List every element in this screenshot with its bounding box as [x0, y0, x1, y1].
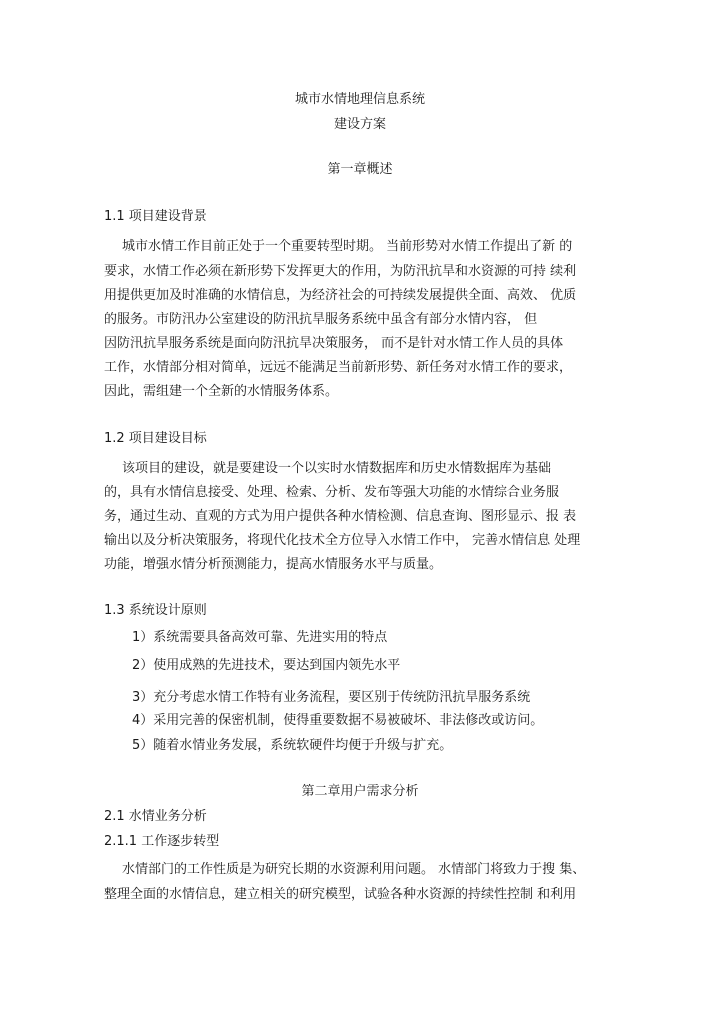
- paragraph-line: 因此，需组建一个全新的水情服务体系。: [104, 384, 339, 399]
- list-item: 3）充分考虑水情工作特有业务流程，要区别于传统防汛抗旱服务系统: [132, 690, 531, 705]
- paragraph-line: 务，通过生动、直观的方式为用户提供各种水情检测、信息查询、图形显示、报 表: [104, 509, 577, 524]
- section-2-1-1-heading: 2.1.1 工作逐步转型: [104, 834, 220, 849]
- list-item: 1）系统需要具备高效可靠、先进实用的特点: [132, 630, 388, 645]
- paragraph-line: 要求，水情工作必须在新形势下发挥更大的作用，为防汛抗旱和水资源的可持 续利: [104, 264, 577, 279]
- doc-subtitle: 建设方案: [333, 117, 386, 132]
- section-1-3-heading: 1.3 系统设计原则: [104, 603, 207, 618]
- paragraph-line: 输出以及分析决策服务，将现代化技术全方位导入水情工作中， 完善水情信息 处理: [104, 533, 581, 548]
- chapter-1-heading: 第一章概述: [327, 162, 393, 177]
- list-item: 4）采用完善的保密机制，使得重要数据不易被破坏、非法修改或访问。: [132, 713, 544, 728]
- paragraph-line: 用提供更加及时准确的水情信息，为经济社会的可持续发展提供全面、高效、 优质: [104, 288, 577, 303]
- paragraph-line: 该项目的建设，就是要建设一个以实时水情数据库和历史水情数据库为基础: [122, 461, 552, 476]
- doc-title: 城市水情地理信息系统: [294, 92, 425, 107]
- paragraph-line: 因防汛抗旱服务系统是面向防汛抗旱决策服务， 而不是针对水情工作人员的具体: [104, 336, 564, 351]
- section-1-1-heading: 1.1 项目建设背景: [104, 209, 207, 224]
- paragraph-line: 功能，增强水情分析预测能力，提高水情服务水平与质量。: [104, 557, 443, 572]
- paragraph-line: 整理全面的水情信息，建立相关的研究模型，试验各种水资源的持续性控制 和利用: [104, 887, 577, 902]
- paragraph-line: 城市水情工作目前正处于一个重要转型时期。 当前形势对水情工作提出了新 的: [122, 239, 573, 254]
- list-item: 2）使用成熟的先进技术，要达到国内领先水平: [132, 658, 401, 673]
- paragraph-line: 的，具有水情信息接受、处理、检索、分析、发布等强大功能的水情综合业务服: [104, 485, 560, 500]
- chapter-2-heading: 第二章用户需求分析: [301, 784, 419, 799]
- paragraph-line: 的服务。市防汛办公室建设的防汛抗旱服务系统中虽含有部分水情内容， 但: [104, 312, 538, 327]
- paragraph-line: 水情部门的工作性质是为研究长期的水资源利用问题。 水情部门将致力于搜 集、: [122, 862, 586, 877]
- section-2-1-heading: 2.1 水情业务分析: [104, 809, 207, 824]
- section-1-2-heading: 1.2 项目建设目标: [104, 431, 207, 446]
- paragraph-line: 工作，水情部分相对简单，远远不能满足当前新形势、新任务对水情工作的要求，: [104, 360, 573, 375]
- list-item: 5）随着水情业务发展，系统软硬件均便于升级与扩充。: [132, 738, 453, 753]
